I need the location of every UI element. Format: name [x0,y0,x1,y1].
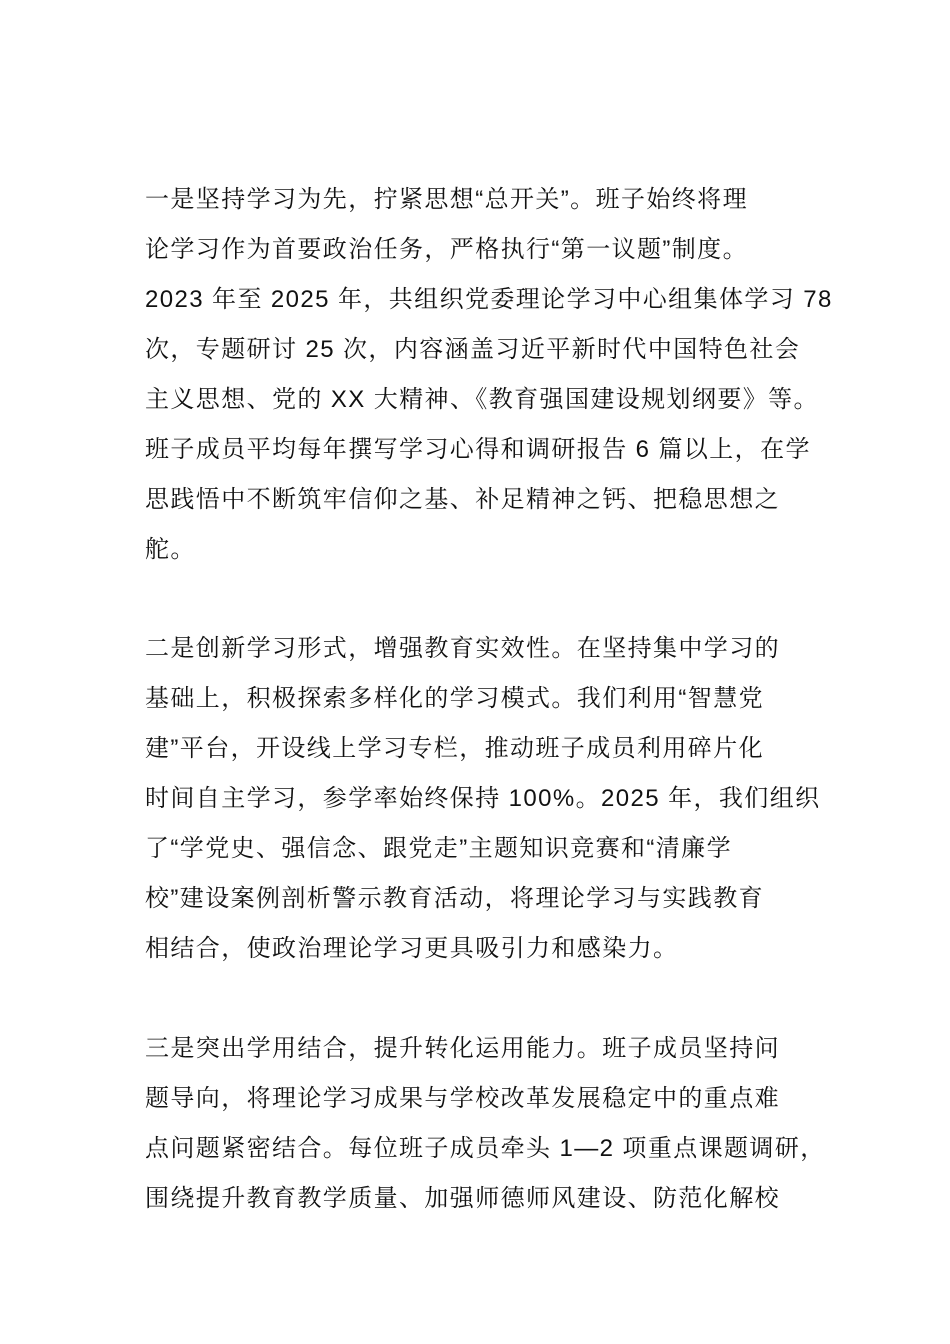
text-line: 基础上，积极探索多样化的学习模式。我们利用“智慧党 [145,685,764,712]
paragraph-apply-learning [145,1024,845,1224]
text-line: 点问题紧密结合。每位班子成员牵头 1—2 项重点课题调研， [145,1135,826,1162]
text-line: 相结合，使政治理论学习更具吸引力和感染力。 [145,935,679,962]
text-line: 校”建设案例剖析警示教育活动，将理论学习与实践教育 [145,885,764,912]
text-line: 2023 年至 2025 年，共组织党委理论学习中心组集体学习 78 [145,286,833,313]
text-line: 次，专题研讨 25 次，内容涵盖习近平新时代中国特色社会 [145,336,801,363]
text-line: 题导向，将理论学习成果与学校改革发展稳定中的重点难 [145,1085,780,1112]
text-line: 时间自主学习，参学率始终保持 100%。2025 年，我们组织 [145,785,821,812]
text-line: 围绕提升教育教学质量、加强师德师风建设、防范化解校 [145,1185,780,1212]
paragraph-study-first [145,175,845,575]
text-line: 二是创新学习形式，增强教育实效性。在坚持集中学习的 [145,635,780,662]
text-line: 思践悟中不断筑牢信仰之基、补足精神之钙、把稳思想之 [145,486,780,513]
text-line: 主义思想、党的 XX 大精神、《教育强国建设规划纲要》等。 [145,386,819,413]
text-line: 建”平台，开设线上学习专栏，推动班子成员利用碎片化 [145,735,764,762]
text-line: 一是坚持学习为先，拧紧思想“总开关”。班子始终将理 [145,186,748,213]
text-line: 了“学党史、强信念、跟党走”主题知识竞赛和“清廉学 [145,835,732,862]
text-line: 班子成员平均每年撰写学习心得和调研报告 6 篇以上，在学 [145,436,811,463]
text-line: 论学习作为首要政治任务，严格执行“第一议题”制度。 [145,236,748,263]
text-line: 舵。 [145,536,196,563]
text-line: 三是突出学用结合，提升转化运用能力。班子成员坚持问 [145,1035,780,1062]
paragraph-innovate-learning [145,624,845,974]
